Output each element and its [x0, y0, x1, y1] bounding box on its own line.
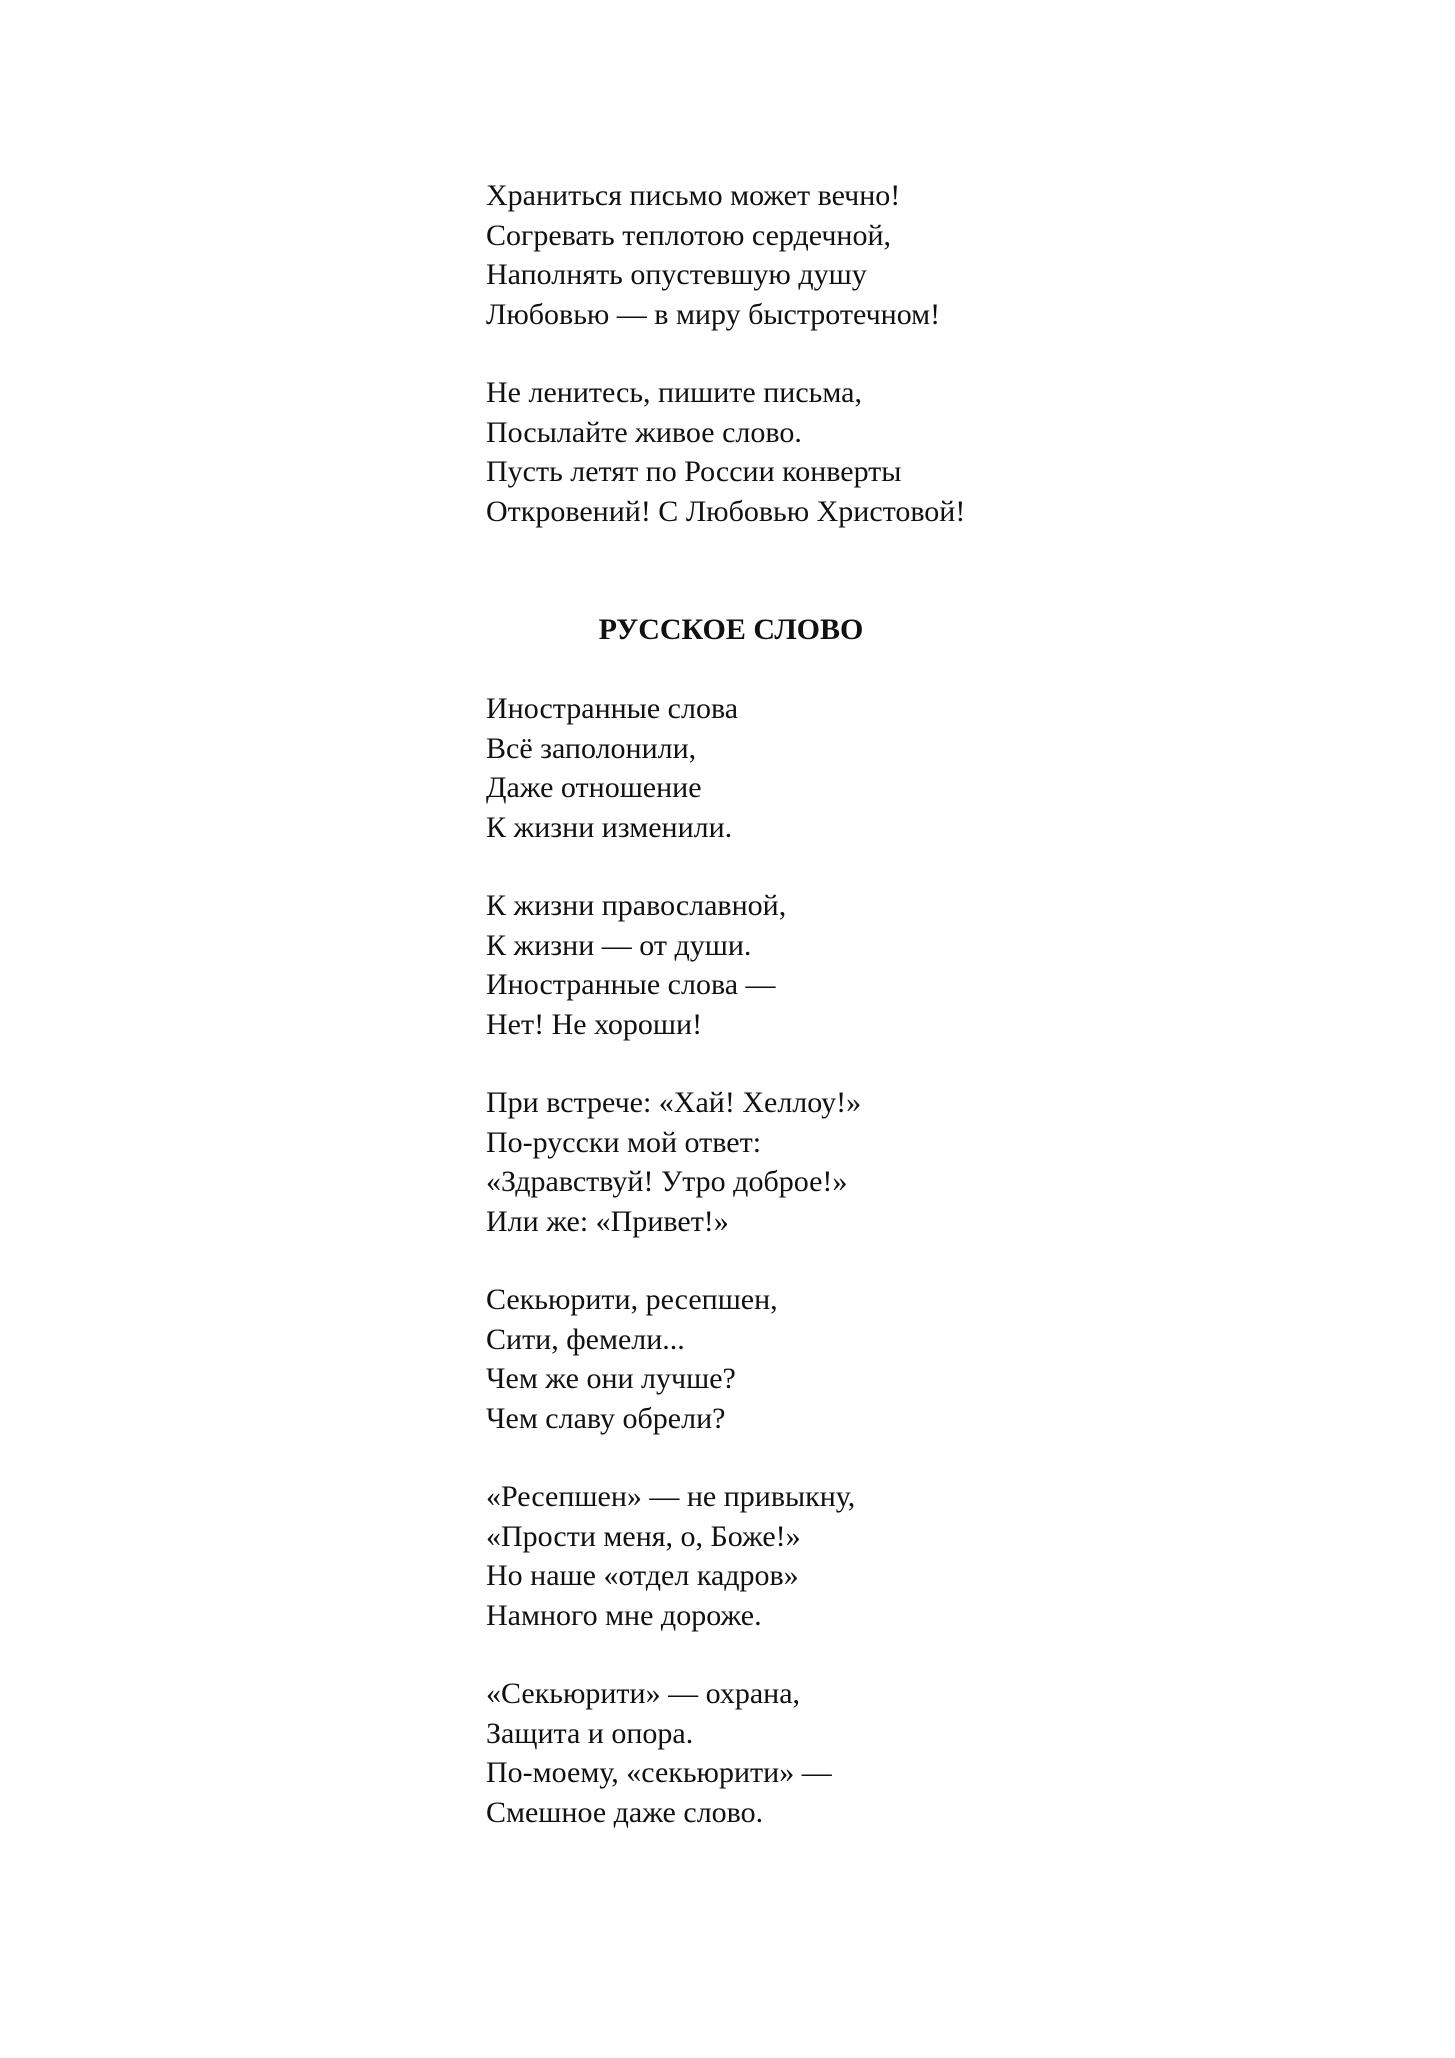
poem-line: Пусть летят по России конверты: [486, 455, 902, 488]
poem-line: Защита и опора.: [486, 1716, 694, 1750]
poem-line: Или же: «Привет!»: [486, 1204, 729, 1238]
poem-line: Иностранные слова: [486, 692, 739, 725]
poem-line: По-русски мой ответ:: [486, 1125, 762, 1159]
poem-line: Согревать теплотою сердечной,: [486, 218, 892, 252]
poem-line: Всё заполонили,: [486, 731, 697, 765]
stanza: [486, 1280, 1246, 1438]
poem-line: Но наше «отдел кадров»: [486, 1559, 799, 1592]
poem-line: Намного мне дороже.: [486, 1598, 762, 1632]
stanza: [486, 689, 1246, 847]
poem-line: Чем же они лучше?: [486, 1362, 736, 1395]
stanza: [486, 176, 1246, 334]
stanza: [486, 1477, 1246, 1635]
poem-line: «Секьюрити» — охрана,: [486, 1677, 801, 1710]
poem-line: Любовью — в миру быстротечном!: [486, 297, 941, 331]
poem-line: Посылайте живое слово.: [486, 415, 802, 449]
poem-line: Чем славу обрели?: [486, 1401, 726, 1435]
poem-line: «Прости меня, о, Боже!»: [486, 1519, 801, 1553]
poem-line: Нет! Не хороши!: [486, 1007, 703, 1041]
poem-line: По-моему, «секьюрити» —: [486, 1756, 832, 1789]
poem-line: Сити, фемели...: [486, 1322, 685, 1356]
poem-line: Не ленитесь, пишите письма,: [486, 376, 862, 409]
stanza: [486, 373, 1246, 531]
poem-line: «Здравствуй! Утро доброе!»: [486, 1165, 848, 1198]
stanza: [486, 1083, 1246, 1241]
poem-line: К жизни изменили.: [486, 810, 733, 844]
stanza: [486, 886, 1246, 1044]
poem-line: При встрече: «Хай! Хеллоу!»: [486, 1086, 862, 1119]
poem-line: Откровений! С Любовью Христовой!: [486, 494, 966, 528]
poem-line: Иностранные слова —: [486, 968, 776, 1001]
poem-line: Даже отношение: [486, 771, 702, 804]
poem-line: Секьюрити, ресепшен,: [486, 1283, 778, 1316]
poem-line: Наполнять опустевшую душу: [486, 258, 867, 291]
poem-line: К жизни православной,: [486, 889, 787, 922]
stanza: [486, 1674, 1246, 1832]
poem-line: Храниться письмо может вечно!: [486, 179, 901, 212]
poem-line: Смешное даже слово.: [486, 1795, 764, 1829]
poem-line: К жизни — от души.: [486, 928, 752, 962]
poem-title: РУССКОЕ СЛОВО: [598, 613, 864, 646]
poem-line: «Ресепшен» — не привыкну,: [486, 1480, 856, 1513]
